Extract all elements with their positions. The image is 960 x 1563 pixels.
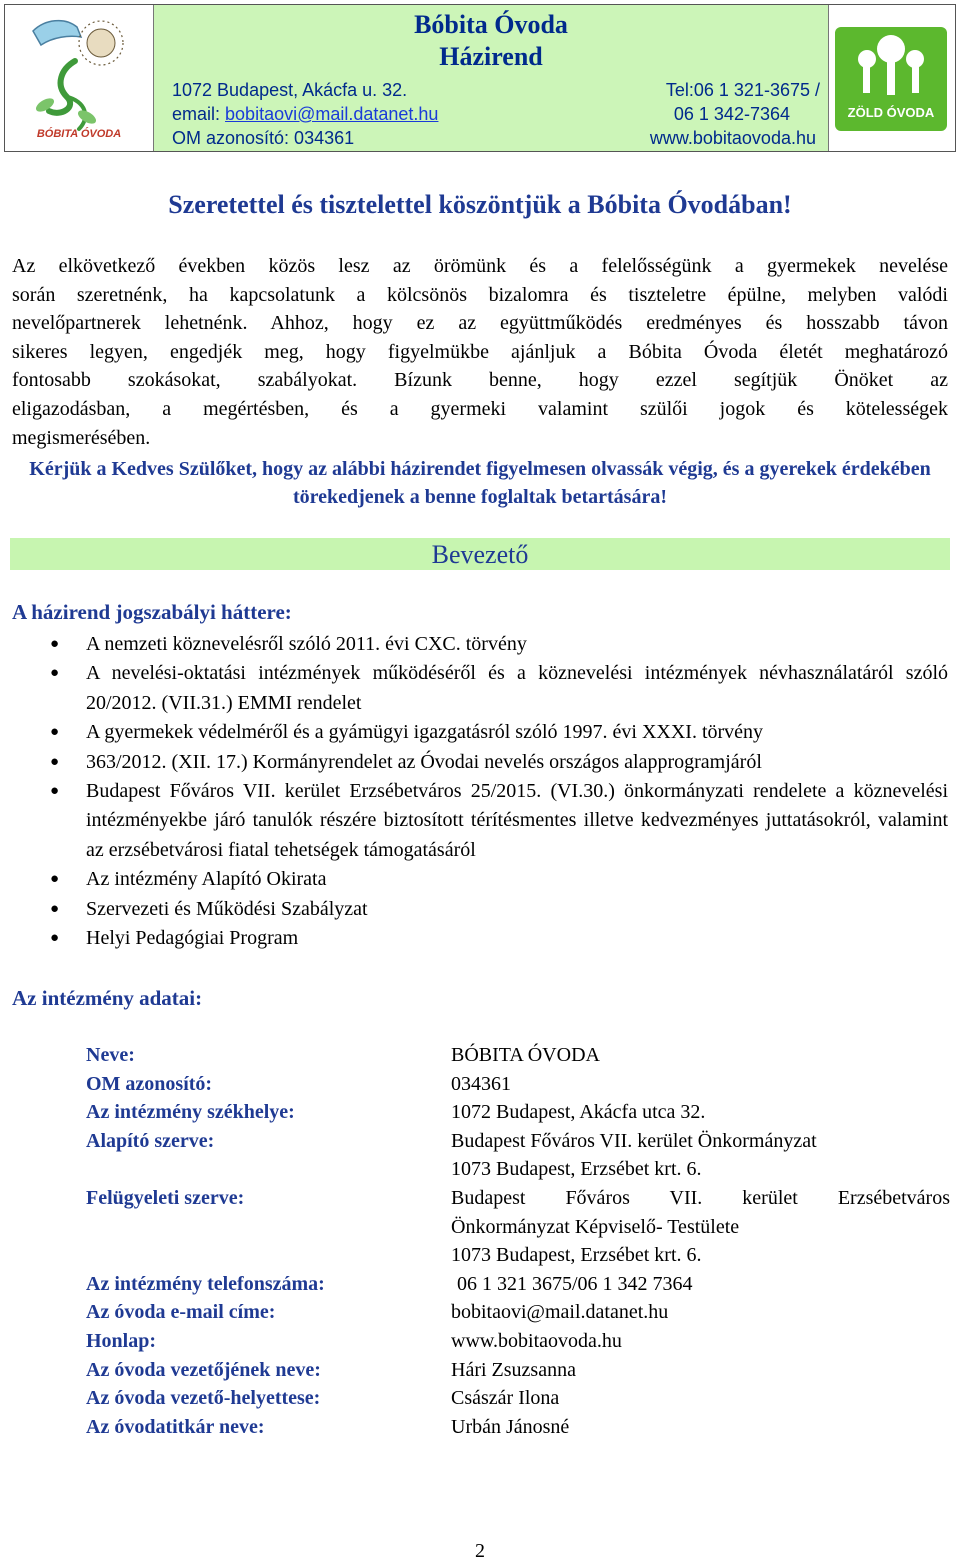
legal-list xyxy=(50,630,948,953)
data-label: Az óvodatitkár neve: xyxy=(86,1415,265,1438)
data-heading: Az intézmény adatai: xyxy=(12,986,203,1010)
zold-ovoda-logo xyxy=(828,5,955,151)
institution-data xyxy=(86,1041,950,1441)
parent-request: Kérjük a Kedves Szülőket, hogy az alábbi házirendet figyelmesen olvassák végig, és a gyerekek érdekében törekedjenek a benne foglaltak betartására! xyxy=(29,458,931,508)
document-title: Házirend xyxy=(439,42,543,71)
data-value: Hári Zsuzsanna xyxy=(451,1358,576,1381)
data-value: BÓBITA ÓVODA xyxy=(451,1044,600,1066)
header-web[interactable]: www.bobitaovoda.hu xyxy=(649,128,816,148)
list-item: ● A nemzeti köznevelésről szóló 2011. évi CXC. törvény xyxy=(50,630,948,659)
email-link[interactable]: bobitaovi@mail.datanet.hu xyxy=(225,104,439,124)
data-value: 06 1 321 3675/06 1 342 7364 xyxy=(457,1272,693,1295)
data-row-founder xyxy=(86,1127,950,1156)
list-item: ● 363/2012. (XII. 17.) Kormányrendelet az Óvodai nevelés országos alapprogramjáról xyxy=(50,748,948,777)
list-item: ● Helyi Pedagógiai Program xyxy=(50,924,948,953)
email-prefix: email: xyxy=(172,104,221,124)
data-value[interactable]: www.bobitaovoda.hu xyxy=(451,1329,622,1352)
data-value: Budapest Főváros VII. kerület Erzsébetváros xyxy=(451,1186,950,1209)
list-item: ● Az intézmény Alapító Okirata xyxy=(50,865,948,894)
data-label: Az intézmény székhelye: xyxy=(86,1101,295,1124)
header-tel: Tel:06 1 321-3675 / xyxy=(665,80,820,100)
data-value: Császár Ilona xyxy=(451,1387,560,1410)
data-row-supervisor xyxy=(86,1184,950,1213)
intro-paragraph xyxy=(12,252,948,452)
bobita-logo xyxy=(5,5,154,151)
data-label: Az óvoda vezető-helyettese: xyxy=(86,1387,321,1410)
data-row-seat xyxy=(86,1098,950,1127)
data-label: Honlap: xyxy=(86,1329,157,1352)
data-value: Urbán Jánosné xyxy=(451,1415,570,1438)
data-value: 1073 Budapest, Erzsébet krt. 6. xyxy=(451,1158,702,1181)
welcome-heading: Szeretettel és tisztelettel köszöntjük a Bóbita Óvodában! xyxy=(168,190,792,219)
data-row-website xyxy=(86,1327,950,1356)
header-address: 1072 Budapest, Akácfa u. 32. xyxy=(172,80,408,100)
section-header-bevezeto: Bevezető xyxy=(10,538,950,570)
header-email-line xyxy=(172,103,438,125)
intro-line: eligazodásban, a megértésben, és a gyermeki valamint szülői jogok és kötelességek xyxy=(12,397,948,420)
list-item: ● Szervezeti és Működési Szabályzat xyxy=(50,895,948,924)
data-row-email xyxy=(86,1298,950,1327)
data-value: 034361 xyxy=(451,1072,511,1095)
list-item: ● A gyermekek védelméről és a gyámügyi igazgatásról szóló 1997. évi XXXI. törvény xyxy=(50,718,948,747)
intro-line: nevelőpartnerek lehetnénk. Ahhoz, hogy ez az együttműködés eredményes és hosszabb távon xyxy=(12,312,948,335)
data-value: Önkormányzat Képviselő- Testülete xyxy=(451,1215,740,1238)
school-title: Bóbita Óvoda xyxy=(414,10,568,39)
data-label: Az óvoda e-mail címe: xyxy=(86,1301,276,1324)
data-row-name xyxy=(86,1041,950,1070)
list-item: ● A nevelési-oktatási intézmények működéséről és a köznevelési intézmények névhasználatáról szóló 20/2012. (VII.31.) EMMI rendelet xyxy=(50,659,948,718)
data-label: OM azonosító: xyxy=(86,1072,213,1095)
data-row-supervisor-2 xyxy=(86,1213,950,1242)
intro-line: megismerésében. xyxy=(12,426,151,449)
data-row-founder-address xyxy=(86,1155,950,1184)
intro-line: sikeres legyen, engedjék meg, hogy figyelmükbe ajánljuk a Bóbita Óvoda életét meghatározó xyxy=(12,340,948,363)
intro-line: során szeretnénk, ha kapcsolatunk a kölcsönös bizalomra és tiszteletre épülne, melyben valódi xyxy=(12,283,948,306)
logo-left-text: BÓBITA ÓVODA xyxy=(36,128,122,140)
header-om: OM azonosító: 034361 xyxy=(172,128,355,148)
page-header xyxy=(4,4,956,152)
data-row-director xyxy=(86,1356,950,1385)
data-label: Alapító szerve: xyxy=(86,1129,215,1152)
list-item: ● Budapest Főváros VII. kerület Erzsébetváros 25/2015. (VI.30.) önkormányzati rendelete a köznevelési intézményekbe járó tanulók részére biztosított térítésmentes illetve kedvezményes juttatásokról, valamint az erzsébetvárosi fiatal tehetségek támogatásáról xyxy=(50,777,948,865)
data-value[interactable]: bobitaovi@mail.datanet.hu xyxy=(451,1301,669,1324)
header-info xyxy=(154,5,828,151)
data-label: Neve: xyxy=(86,1044,135,1066)
data-value: 1072 Budapest, Akácfa utca 32. xyxy=(451,1101,706,1124)
page-number: 2 xyxy=(475,1540,485,1562)
intro-line: fontosabb szokásokat, szabályokat. Bízunk benne, hogy ezzel segítjük Önöket az xyxy=(12,369,948,392)
intro-line: Az elkövetkező években közös lesz az örömünk és a felelősségünk a gyermekek nevelése xyxy=(12,255,948,277)
logo-right-text: ZÖLD ÓVODA xyxy=(847,105,935,120)
data-label: Az óvoda vezetőjének neve: xyxy=(86,1358,321,1381)
data-row-supervisor-3 xyxy=(86,1241,950,1270)
green-kindergarten-logo-icon xyxy=(829,5,953,151)
data-row-secretary xyxy=(86,1413,950,1442)
legal-heading: A házirend jogszabályi háttere: xyxy=(12,600,292,624)
header-tel2: 06 1 342-7364 xyxy=(673,104,790,124)
data-label: Az intézmény telefonszáma: xyxy=(86,1272,325,1295)
data-row-phone xyxy=(86,1270,950,1299)
data-row-om xyxy=(86,1070,950,1099)
data-row-deputy xyxy=(86,1384,950,1413)
data-value: 1073 Budapest, Erzsébet krt. 6. xyxy=(451,1244,702,1267)
dandelion-logo-icon xyxy=(5,5,151,151)
data-value: Budapest Főváros VII. kerület Önkormányzat xyxy=(451,1129,817,1152)
data-label: Felügyeleti szerve: xyxy=(86,1186,245,1209)
